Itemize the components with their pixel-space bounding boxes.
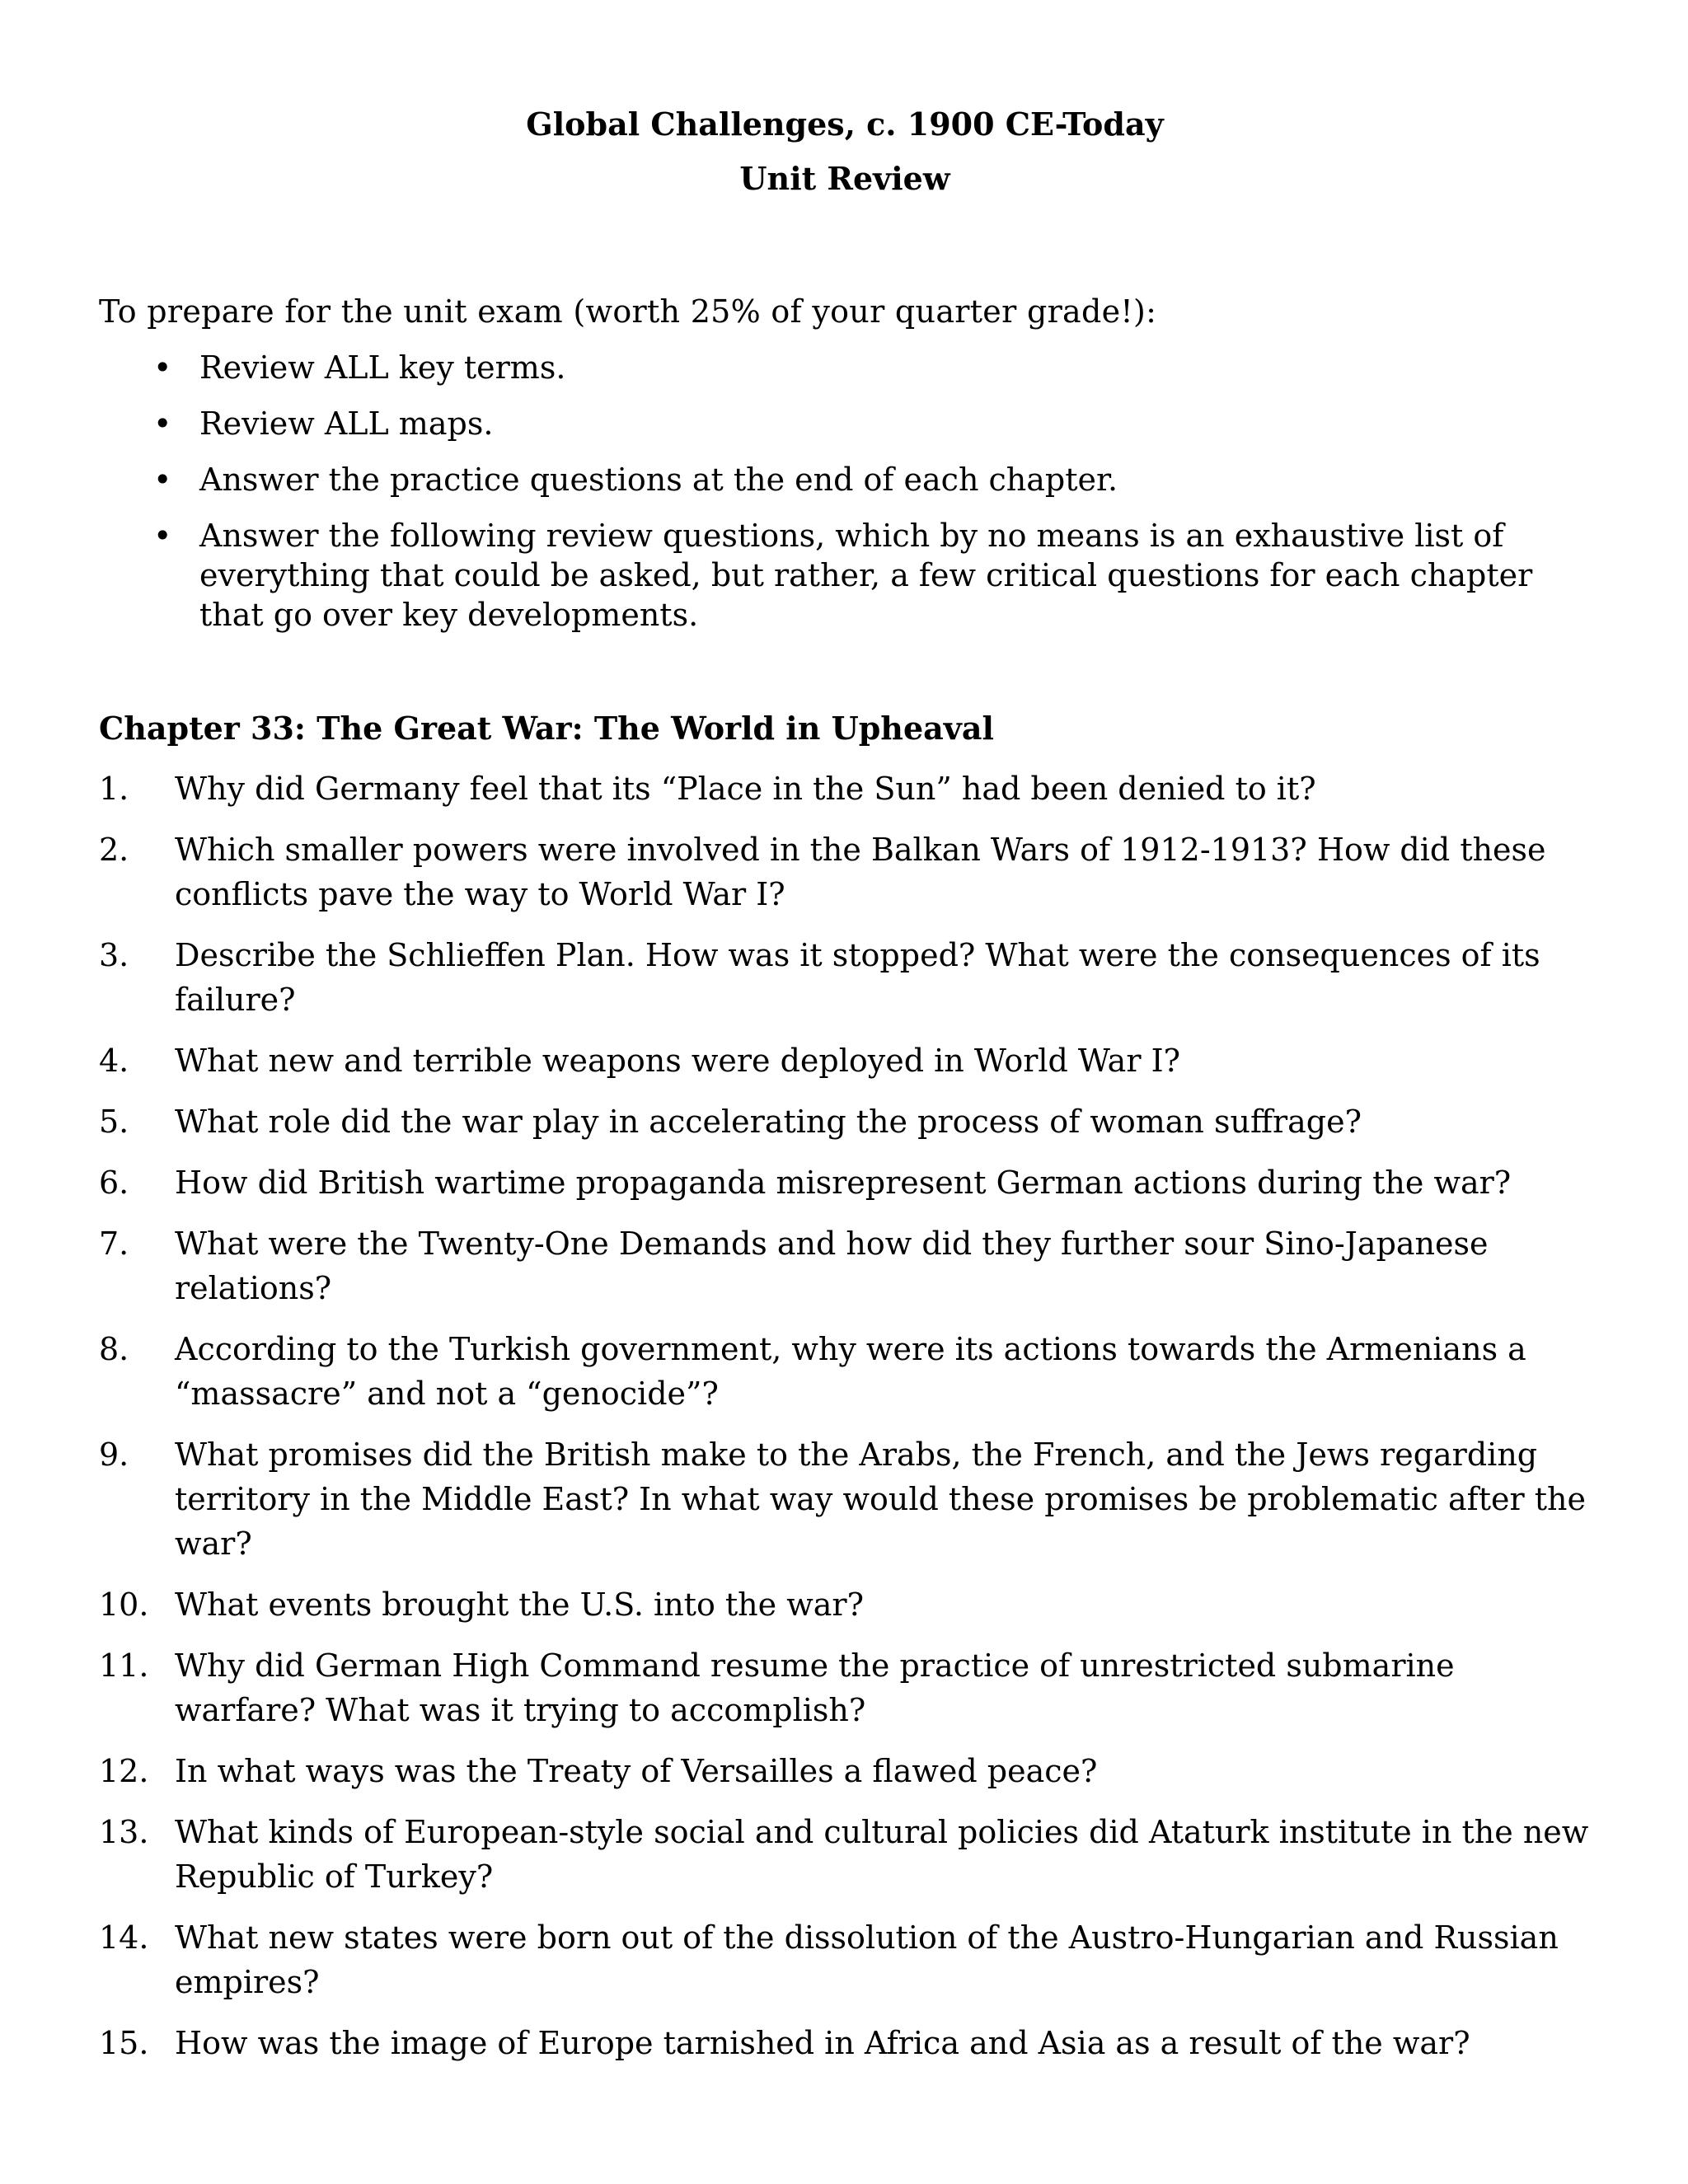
question-item [99,1643,1591,1732]
question-text: Why did Germany feel that its “Place in the Sun” had been denied to it? [175,771,1316,807]
list-item-text: Answer the following review questions, which by no means is an exhaustive list of everything that could be asked, but rather, a few critical questions for each chapter that go over key developments. [199,518,1533,633]
question-number: 1. [99,771,129,807]
question-number: 10. [99,1586,149,1623]
question-text: What promises did the British make to the Arabs, the French, and the Jews regarding territory in the Middle East? In what way would these promises be problematic after the war? [175,1436,1586,1562]
list-item-text: Answer the practice questions at the end of each chapter. [199,462,1118,498]
chapter-heading: Chapter 33: The Great War: The World in Upheaval [99,710,994,747]
question-text: What role did the war play in accelerating the process of woman suffrage? [175,1104,1362,1140]
question-number: 13. [99,1814,149,1850]
question-number: 14. [99,1919,149,1956]
question-number: 6. [99,1165,129,1201]
question-number: 8. [99,1331,129,1367]
question-number: 3. [99,937,129,973]
intro-text: To prepare for the unit exam (worth 25% of your quarter grade!): [99,293,1157,330]
question-list [99,766,1591,2065]
question-number: 12. [99,1753,149,1789]
question-item [99,1221,1591,1310]
bullet-icon: • [153,349,172,386]
question-text: Which smaller powers were involved in the Balkan Wars of 1912-1913? How did these conflicts pave the way to World War I? [175,832,1546,912]
question-item [99,827,1591,916]
list-item [99,460,1591,499]
question-text: What new and terrible weapons were deployed in World War I? [175,1043,1180,1079]
question-number: 15. [99,2025,149,2061]
question-number: 4. [99,1043,129,1079]
bullet-icon: • [153,462,172,498]
question-item [99,1432,1591,1566]
question-text: What new states were born out of the dissolution of the Austro-Hungarian and Russian empires? [175,1919,1559,2000]
question-item [99,1582,1591,1627]
question-text: How did British wartime propaganda misrepresent German actions during the war? [175,1165,1512,1201]
document-title: Global Challenges, c. 1900 CE-Today [526,105,1164,143]
question-text: How was the image of Europe tarnished in Africa and Asia as a result of the war? [175,2025,1470,2061]
question-item [99,1099,1591,1144]
question-text: According to the Turkish government, why were its actions towards the Armenians a “massacre” and not a “genocide”? [175,1331,1526,1412]
question-item [99,1915,1591,2004]
list-item [99,348,1591,387]
question-number: 11. [99,1647,149,1684]
list-item [99,404,1591,443]
list-item-text: Review ALL maps. [199,405,494,442]
question-item [99,1327,1591,1416]
question-item [99,2021,1591,2065]
question-item [99,1160,1591,1205]
question-text: What kinds of European-style social and cultural policies did Ataturk institute in the new Republic of Turkey? [175,1814,1589,1895]
question-item [99,1810,1591,1899]
list-item [99,516,1591,635]
question-number: 5. [99,1104,129,1140]
bullet-icon: • [153,518,172,554]
question-text: Why did German High Command resume the practice of unrestricted submarine warfare? What was it trying to accomplish? [175,1647,1455,1728]
question-item [99,1038,1591,1083]
document-subtitle: Unit Review [739,160,950,197]
prep-list [99,348,1591,635]
question-text: What events brought the U.S. into the war? [175,1586,864,1623]
question-item [99,1749,1591,1793]
question-number: 7. [99,1226,129,1262]
question-number: 9. [99,1436,129,1473]
question-item [99,766,1591,811]
question-text: In what ways was the Treaty of Versailles a flawed peace? [175,1753,1098,1789]
list-item-text: Review ALL key terms. [199,349,566,386]
question-number: 2. [99,832,129,868]
question-text: What were the Twenty-One Demands and how did they further sour Sino-Japanese relations? [175,1226,1489,1306]
question-item [99,933,1591,1022]
question-text: Describe the Schlieffen Plan. How was it stopped? What were the consequences of its failure? [175,937,1540,1018]
bullet-icon: • [153,405,172,442]
